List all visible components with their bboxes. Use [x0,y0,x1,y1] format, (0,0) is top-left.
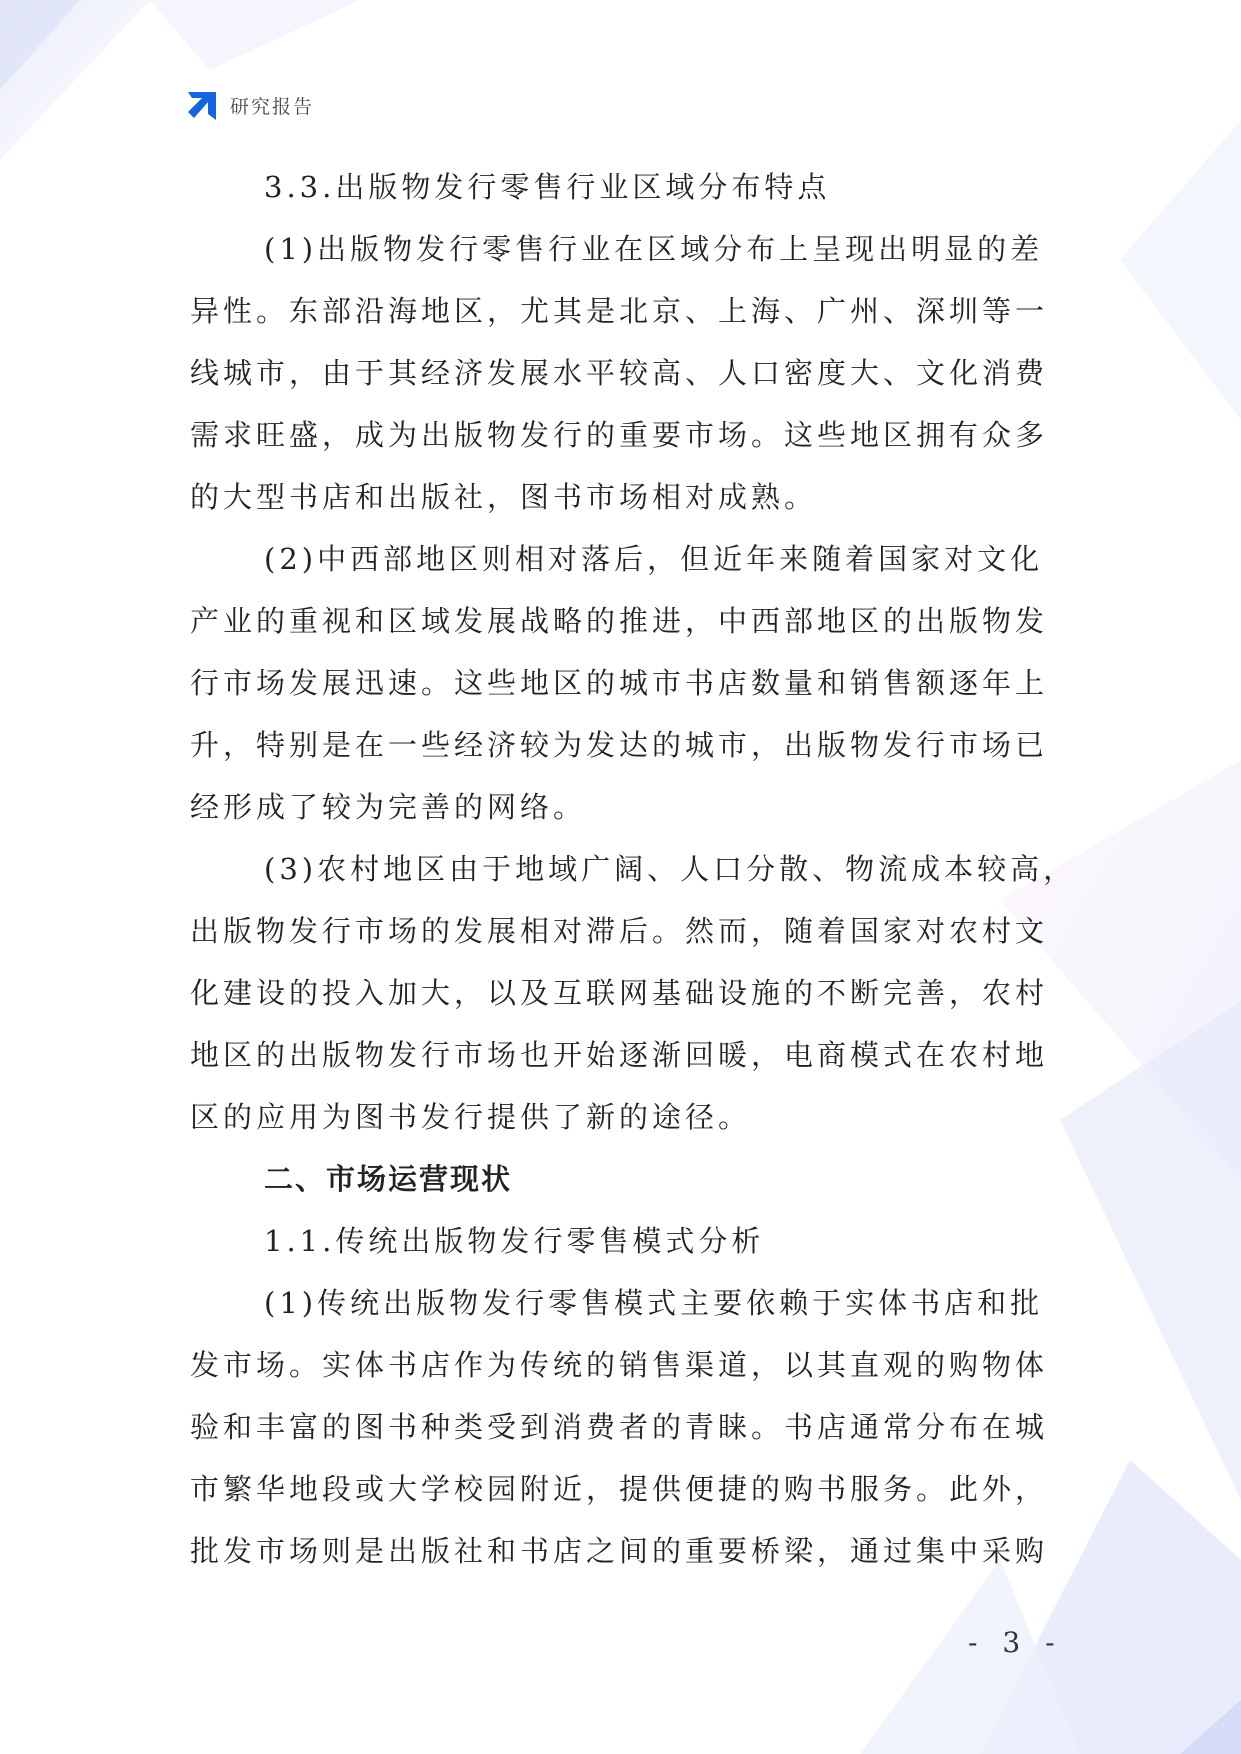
paragraph-line: 行市场发展迅速。这些地区的城市书店数量和销售额逐年上 [190,666,1049,700]
logo-arrow-icon [186,88,220,122]
paragraph-regional-differences [190,218,1052,528]
document-body [190,156,1077,1582]
paragraph-line: (2)中西部地区则相对落后，但近年来随着国家对文化 [264,542,1044,576]
paragraph-rural [190,838,1077,1148]
paragraph-line: 需求旺盛，成为出版物发行的重要市场。这些地区拥有众多 [190,418,1049,452]
paragraph-line: 区的应用为图书发行提供了新的途径。 [190,1100,752,1134]
paragraph-line: 发市场。实体书店作为传统的销售渠道，以其直观的购物体 [190,1348,1049,1382]
paragraph-line: 地区的出版物发行市场也开始逐渐回暖，电商模式在农村地 [190,1038,1049,1072]
page-number: - 3 - [968,1626,1063,1659]
paragraph-line: 产业的重视和区域发展战略的推进，中西部地区的出版物发 [190,604,1049,638]
paragraph-line: 批发市场则是出版社和书店之间的重要桥梁，通过集中采购 [190,1534,1049,1568]
paragraph-line: 化建设的投入加大，以及互联网基础设施的不断完善，农村 [190,976,1049,1010]
section-heading-1-1: 1.1.传统出版物发行零售模式分析 [264,1224,765,1258]
paragraph-line: (3)农村地区由于地域广阔、人口分散、物流成本较高， [264,852,1077,886]
paragraph-line: 市繁华地段或大学校园附近，提供便捷的购书服务。此外， [190,1472,1049,1506]
paragraph-central-western [190,528,1052,838]
paragraph-line: 验和丰富的图书种类受到消费者的青睐。书店通常分布在城 [190,1410,1049,1444]
paragraph-traditional-model [190,1272,1052,1582]
chapter-heading-2: 二、市场运营现状 [264,1162,513,1196]
paragraph-line: 的大型书店和出版社，图书市场相对成熟。 [190,480,818,514]
report-header [186,88,314,122]
paragraph-line: 升，特别是在一些经济较为发达的城市，出版物发行市场已 [190,728,1049,762]
paragraph-line: 线城市，由于其经济发展水平较高、人口密度大、文化消费 [190,356,1049,390]
paragraph-line: 出版物发行市场的发展相对滞后。然而，随着国家对农村文 [190,914,1049,948]
header-title: 研究报告 [230,95,315,118]
paragraph-line: (1)传统出版物发行零售模式主要依赖于实体书店和批 [264,1286,1044,1320]
paragraph-line: 异性。东部沿海地区，尤其是北京、上海、广州、深圳等一 [190,294,1049,328]
paragraph-line: 经形成了较为完善的网络。 [190,790,587,824]
section-heading-3-3: 3.3.出版物发行零售行业区域分布特点 [264,170,831,204]
paragraph-line: (1)出版物发行零售行业在区域分布上呈现出明显的差 [264,232,1044,266]
